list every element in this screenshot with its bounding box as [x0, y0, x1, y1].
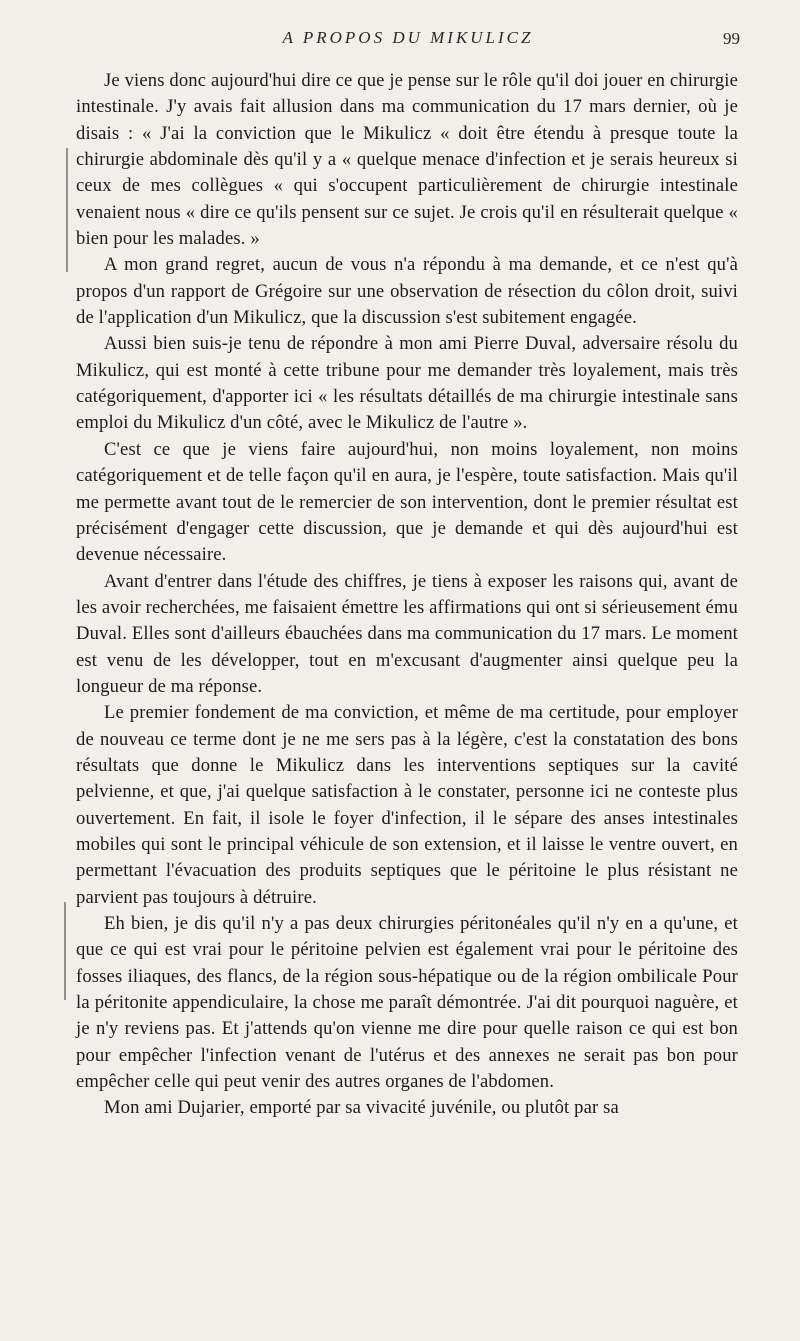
running-header [76, 24, 740, 54]
paragraph: Avant d'entrer dans l'étude des chiffres, je tiens à exposer les raisons qui, avant de les avoir recherchées, me faisaient émettre les affirmations qui ont si sérieusement ému Duval. Elles sont d'ailleurs ébauchées dans ma communication du 17 mars. Le moment est venu de les développer, tout en m'excusant d'augmenter ainsi quelque peu la longueur de ma réponse. [76, 570, 738, 697]
paragraph: Mon ami Dujarier, emporté par sa vivacité juvénile, ou plutôt par sa [104, 1097, 619, 1119]
body-text [76, 68, 738, 1122]
paragraph: Aussi bien suis-je tenu de répondre à mon ami Pierre Duval, adversaire résolu du Mikulicz, qui est monté à cette tribune pour me demander très loyalement, mais très catégoriquement, d'apporter ici « les résultats détaillés de ma chirurgie intestinale sans emploi du Mikulicz d'un côté, avec le Mikulicz de l'autre ». [76, 333, 738, 434]
paragraph: C'est ce que je viens faire aujourd'hui, non moins loyalement, non moins catégoriquement et de telle façon qu'il en aura, je l'espère, toute satisfaction. Mais qu'il me permette avant tout de le remercier de son intervention, dont le premier résultat est précisément d'engager cette discussion, que je demande et qui dès aujourd'hui est devenue nécessaire. [76, 438, 738, 566]
paragraph: A mon grand regret, aucun de vous n'a répondu à ma demande, et ce n'est qu'à propos d'un rapport de Grégoire sur une observation de résection du côlon droit, suivi de l'application d'un Mikulicz, que la discussion s'est subitement engagée. [76, 254, 738, 329]
paragraph: Eh bien, je dis qu'il n'y a pas deux chirurgies péritonéales qu'il n'y en a qu'une, et que ce qui est vrai pour le péritoine pelvien est également vrai pour le péritoine des fosses iliaques, des flancs, de la région sous-hépatique ou de la région ombilicale Pour la péritonite appendiculaire, la chose me paraît démontrée. J'ai dit pourquoi naguère, et je n'y reviens pas. Et j'attends qu'on vienne me dire pour quelle raison ce qui est bon pour empêcher l'infection venant de l'utérus et des annexes ne serait pas bon pour empêcher celle qui peut venir des autres organes de l'abdomen. [76, 913, 738, 1093]
paragraph: Je viens donc aujourd'hui dire ce que je pense sur le rôle qu'il doi jouer en chirurgie intestinale. J'y avais fait allusion dans ma communication du 17 mars dernier, où je disais : « J'ai la conviction que le Mikulicz « doit être étendu à presque toute la chirurgie abdominale dès qu'il y a « quelque menace d'infection et je serais heureux si ceux de mes collègues « qui s'occupent particulièrement de chirurgie intestinale venaient nous « dire ce qu'ils pensent sur ce sujet. Je crois qu'il en résulterait quelque « bien pour les malades. » [76, 70, 738, 250]
running-title: A PROPOS DU MIKULICZ [282, 28, 534, 47]
page-number: 99 [723, 29, 740, 48]
margin-quote-line-top [66, 148, 68, 272]
paragraph: Le premier fondement de ma conviction, et même de ma certitude, pour employer de nouveau ce terme dont je ne me sers pas à la légère, c'est la constatation des bons résultats que donne le Mikulicz dans les interventions septiques sur la cavité pelvienne, et que, j'ai quelque satisfaction à le constater, personne ici ne conteste plus ouvertement. En fait, il isole le foyer d'infection, il le sépare des anses intestinales mobiles qui sont le principal véhicule de son extension, et il laisse le ventre ouvert, en permettant l'évacuation des produits septiques que le péritoine le plus résistant ne parvient pas toujours à détruire. [76, 702, 738, 908]
margin-quote-line-bottom [64, 902, 66, 1000]
